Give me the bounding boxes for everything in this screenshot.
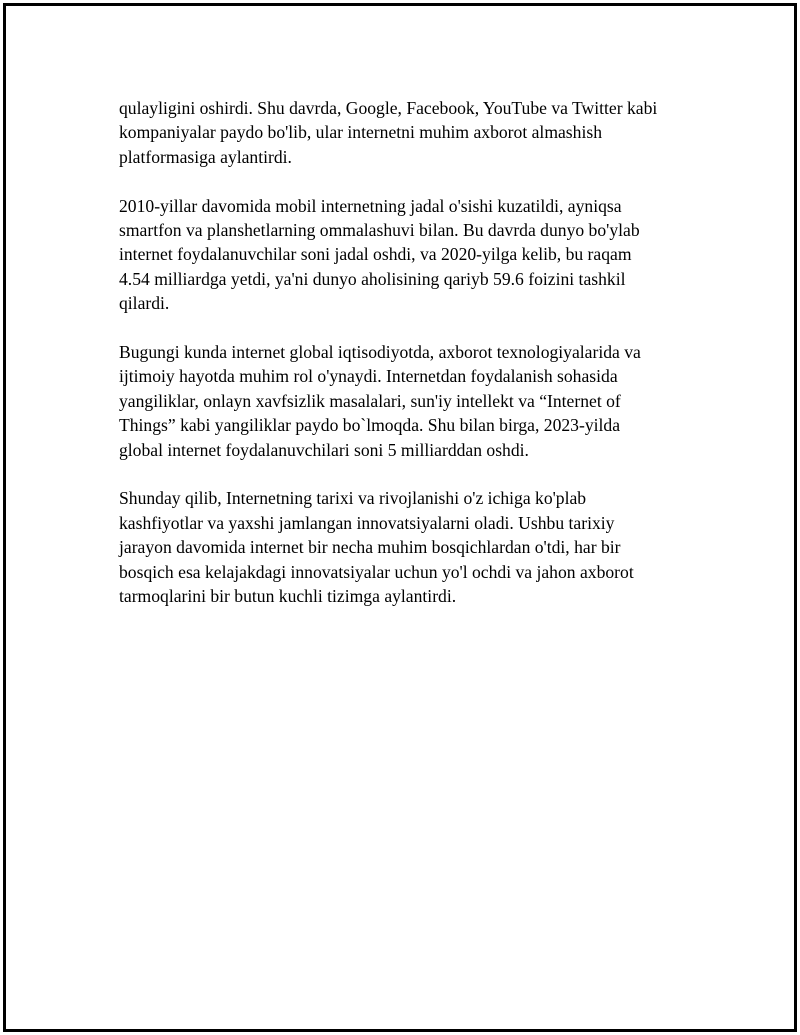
text-line: Things” kabi yangiliklar paydo bo`lmoqda. Shu bilan birga, 2023-yilda: [119, 415, 621, 436]
paragraph-2: [119, 194, 704, 316]
paragraph-4: [119, 486, 704, 608]
page-frame: [3, 3, 797, 1032]
paragraph-1: [119, 96, 704, 169]
text-line: qulayligini oshirdi. Shu davrda, Google, Facebook, YouTube va Twitter kabi: [119, 98, 658, 118]
text-line: ijtimoiy hayotda muhim rol o'ynaydi. Internetdan foydalanish sohasida: [119, 366, 618, 387]
document-body: [119, 96, 704, 633]
text-line: 4.54 milliardga yetdi, ya'ni dunyo aholisining qariyb 59.6 foizini tashkil: [119, 268, 626, 289]
text-line: jarayon davomida internet bir necha muhim bosqichlardan o'tdi, har bir: [119, 537, 621, 558]
text-line: Bugungi kunda internet global iqtisodiyotda, axborot texnologiyalarida va: [119, 342, 641, 363]
text-line: kashfiyotlar va yaxshi jamlangan innovatsiyalarni oladi. Ushbu tarixiy: [119, 512, 615, 533]
text-line: Shunday qilib, Internetning tarixi va rivojlanishi o'z ichiga ko'plab: [119, 488, 587, 509]
text-line: yangiliklar, onlayn xavfsizlik masalalari, sun'iy intellekt va “Internet of: [119, 390, 621, 411]
text-line: tarmoqlarini bir butun kuchli tizimga aylantirdi.: [119, 586, 457, 607]
text-line: global internet foydalanuvchilari soni 5 milliarddan oshdi.: [119, 439, 529, 460]
text-line: smartfon va planshetlarning ommalashuvi bilan. Bu davrda dunyo bo'ylab: [119, 220, 640, 241]
paragraph-3: [119, 340, 704, 462]
text-line: platformasiga aylantirdi.: [119, 146, 292, 167]
text-line: bosqich esa kelajakdagi innovatsiyalar uchun yo'l ochdi va jahon axborot: [119, 561, 634, 582]
text-line: qilardi.: [119, 293, 170, 314]
text-line: kompaniyalar paydo bo'lib, ular internetni muhim axborot almashish: [119, 122, 602, 143]
text-line: internet foydalanuvchilar soni jadal oshdi, va 2020-yilga kelib, bu raqam: [119, 244, 632, 265]
text-line: 2010-yillar davomida mobil internetning jadal o'sishi kuzatildi, ayniqsa: [119, 195, 622, 216]
